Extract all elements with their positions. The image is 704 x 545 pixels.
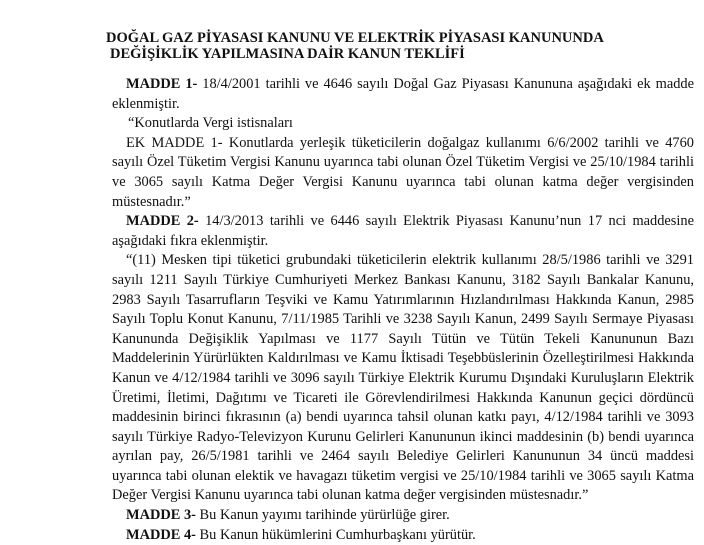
article-2-paragraph: “(11) Mesken tipi tüketici grubundaki tüketicilerin elektrik kullanımı 28/5/1986 tarihli ve 3291 sayılı 1211 Sayılı Türkiye Cumhuriyeti Merkez Bankası Kanunu, 3182 Sayılı Bankalar Kanunu, 2983 Sayılı Tasarrufların Teşviki ve Kamu Yatırımlarının Hızlandırılması Hakkında Kanun, 2985 Sayılı Toplu Konut Kanunu, 7/11/1985 Tarihli ve 3238 Sayılı Kanun, 2499 Sayılı Sermaye Piyasası Kanununda Değişiklik Yapılması ve 1177 Sayılı Tütün ve Tütün Tekeli Kanununun Bazı Maddelerinin Yürürlükten Kaldırılması ve Kamu İktisadi Teşebbüslerinin Özelleştirilmesi Hakkında Kanun ve 4/12/1984 tarihli ve 3096 sayılı Türkiye Elektrik Kurumu Dışındaki Kuruluşların Elektrik Üretimi, İletimi, Dağıtımı ve Ticareti ile Görevlendirilmesi Hakkında Kanunun geçici dördüncü maddesinin birinci fıkrasının (a) bendi uyarınca tahsil olunan katkı payı, 4/12/1984 tarihli ve 3093 sayılı Türkiye Radyo-Televizyon Kurunu Gelirleri Kanununun ikinci maddesinin (b) bendi uyarınca ayrılan pay, 26/5/1981 tarihli ve 2464 sayılı Belediye Gelirleri Kanununun 34 üncü maddesi uyarınca tabi olunan elektik ve havagazı tüketim vergisi ve 25/10/1984 tarihli ve 3065 sayılı Katma Değer Vergisi Kanunu uyarınca tabi olunan katma değer vergisinden müstesnadır.” [112, 252, 694, 504]
article-4-text: Bu Kanun hükümlerini Cumhurbaşkanı yürütür. [195, 526, 476, 543]
article-1-ek-madde: EK MADDE 1- Konutlarda yerleşik tüketicilerin doğalgaz kullanımı 6/6/2002 tarihli ve 4760 sayılı Özel Tüketim Vergisi Kanunu uyarınca tabi olunan Özel Tüketim Vergisi ve 25/10/1984 tarihli ve 3065 sayılı Katma Değer Vergisi Kanunu uyarınca tabi olunan katma değer vergisinden müstesnadır.” [112, 134, 694, 210]
article-1-text: 18/4/2001 tarihli ve 4646 sayılı Doğal Gaz Piyasası Kanununa aşağıdaki ek madde eklenmiştir. [112, 76, 694, 112]
article-2-label: MADDE 2- [126, 213, 199, 230]
article-4-label: MADDE 4- [126, 526, 196, 543]
article-2-text: 14/3/2013 tarihli ve 6446 sayılı Elektrik Piyasası Kanunu’nun 17 nci maddesine aşağıdaki fıkra eklenmiştir. [112, 213, 694, 249]
article-1-heading: “Konutlarda Vergi istisnaları [128, 115, 293, 132]
article-4 [112, 526, 694, 545]
title-line-2: DEĞİŞİKLİK YAPILMASINA DAİR KANUN TEKLİFİ [110, 46, 465, 62]
article-1-label: MADDE 1- [126, 76, 198, 92]
document-body [112, 75, 694, 545]
article-1-intro [112, 75, 694, 114]
article-3 [112, 506, 694, 526]
document-title [106, 30, 676, 62]
title-line-1: DOĞAL GAZ PİYASASI KANUNU VE ELEKTRİK PİYASASI KANUNUNDA [106, 30, 604, 46]
article-3-label: MADDE 3- [126, 507, 196, 524]
article-2-intro [112, 212, 694, 251]
article-3-text: Bu Kanun yayımı tarihinde yürürlüğe girer. [195, 507, 450, 524]
